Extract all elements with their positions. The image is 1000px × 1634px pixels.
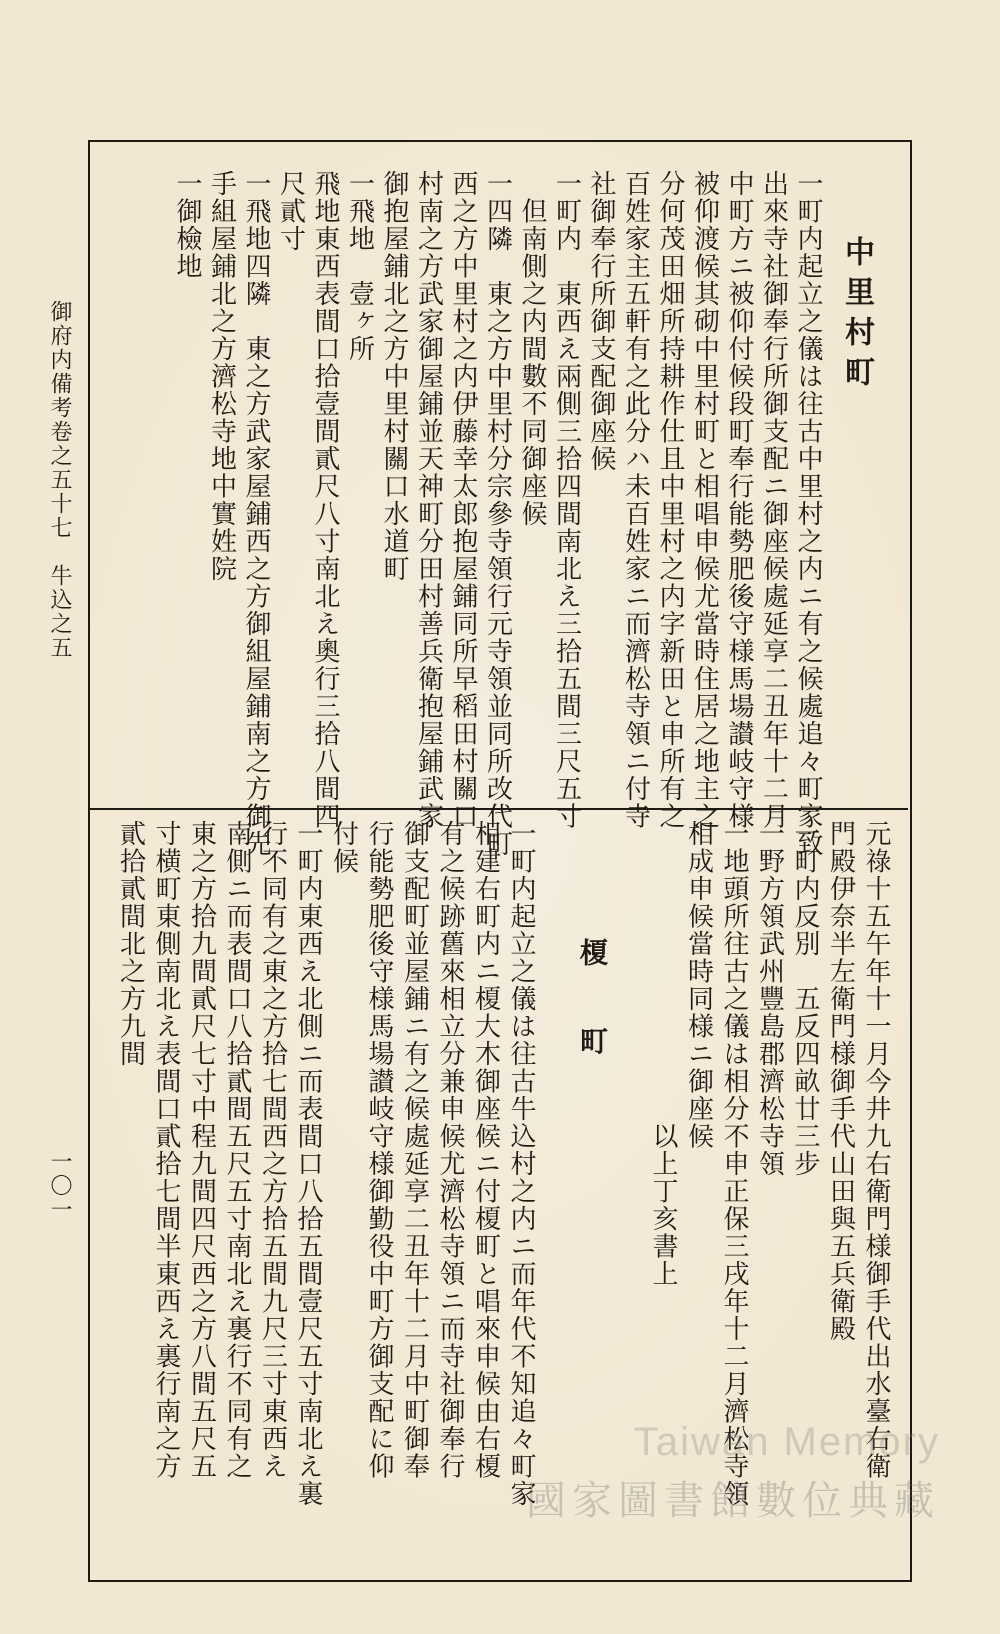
text-column: 一飛地四隣 東之方武家屋鋪西之方御組屋鋪南之方御先 [241, 170, 271, 858]
text-column: 飛地東西表間口拾壹間貳尺八寸南北え奧行三拾八間四 [310, 170, 340, 830]
text-column: 御抱屋鋪北之方中里村關口水道町 [379, 170, 409, 583]
text-column: 相建右町内ニ榎大木御座候ニ付榎町と唱來申候由右榎 [470, 820, 501, 1480]
text-column: 一野方領武州豐島郡濟松寺領 [754, 820, 785, 1178]
text-column: 貳拾貳間北之方九間 [115, 820, 146, 1068]
section-title: 榎 町 [576, 820, 609, 1056]
text-column: 一町内起立之儀は往古牛込村之内ニ而年代不知追々町家 [506, 820, 536, 1508]
text-column: 門殿伊奈半左衛門様御手代山田與五兵衛殿 [825, 820, 856, 1343]
text-column: 出來寺社御奉行所御支配ニ御座候處延享二丑年十二月 [758, 170, 789, 830]
text-column: 分何茂田畑所持耕作仕且中里村之内字新田と申所有之 [655, 170, 685, 830]
text-column: 御支配町並屋鋪ニ有之候處延享二丑年十二月中町御奉 [399, 820, 430, 1480]
text-column: 手組屋鋪北之方濟松寺地中實姓院 [206, 170, 237, 583]
text-column: 一町内反別 五反四畝廿三步 [790, 820, 820, 1178]
text-column: 一御檢地 [172, 170, 202, 280]
section-title: 中里村町 [839, 236, 874, 396]
text-column: 一四隣 東之方中里村分宗參寺領行元寺領並同所改代町 [482, 170, 513, 858]
text-column: 一飛地 壹ヶ所 [344, 170, 375, 363]
text-column: 寸横町東側南北え表間口貳拾七間半東西え裏行南之方 [151, 820, 181, 1480]
text-column: 行不同有之東之方拾七間西之方拾五間九尺三寸東西え [257, 820, 288, 1480]
text-column: 村南之方武家御屋鋪並天神町分田村善兵衛抱屋鋪武家 [413, 170, 444, 830]
text-column: 但南側之内間數不同御座候 [517, 170, 547, 528]
text-column: 一町内東西え北側ニ而表間口八拾五間壹尺五寸南北え裏 [293, 820, 323, 1508]
text-column: 有之候跡舊來相立分兼申候尤濟松寺領ニ而寺社御奉行 [435, 820, 465, 1480]
text-column: 元祿十五午年十一月今井九右衛門様御手代出水臺右衛 [861, 820, 891, 1480]
text-column: 百姓家主五軒有之此分ハ未百姓家ニ而濟松寺領ニ付寺 [620, 170, 651, 830]
text-column: 被仰渡候其砌中里村町と相唱申候尤當時住居之地主之 [689, 170, 720, 830]
text-column: 西之方中里村之内伊藤幸太郎抱屋鋪同所早稻田村關口 [448, 170, 478, 830]
text-column: 一地頭所往古之儀は相分不申正保三戌年十二月濟松寺領 [719, 820, 749, 1508]
text-column: 以上丁亥書上 [648, 820, 678, 1288]
page-number: 一〇一 [47, 1150, 72, 1222]
text-column: 一町内起立之儀は往古中里村之内ニ有之候處追々町家致 [793, 170, 823, 858]
text-column: 中町方ニ被仰付候段町奉行能勢肥後守様馬場讃岐守様 [724, 170, 754, 830]
text-column: 尺貳寸 [275, 170, 306, 253]
text-column: 一町内 東西え兩側三拾四間南北え三拾五間三尺五寸 [551, 170, 582, 830]
text-column: 南側ニ而表間口八拾貳間五尺五寸南北え裏行不同有之 [222, 820, 252, 1480]
text-column: 付候 [328, 820, 359, 875]
text-column: 東之方拾九間貳尺七寸中程九間四尺西之方八間五尺五 [186, 820, 217, 1480]
text-column: 相成申候當時同様ニ御座候 [683, 820, 714, 1150]
watermark: Taiwan Memory 國家圖書館數位典藏 [526, 1420, 940, 1524]
text-column: 行能勢肥後守様馬場讃岐守様御勤役中町方御支配に仰 [364, 820, 394, 1480]
running-head: 御府内備考卷之五十七 牛込之五 [47, 300, 72, 660]
text-column: 社御奉行所御支配御座候 [586, 170, 616, 473]
